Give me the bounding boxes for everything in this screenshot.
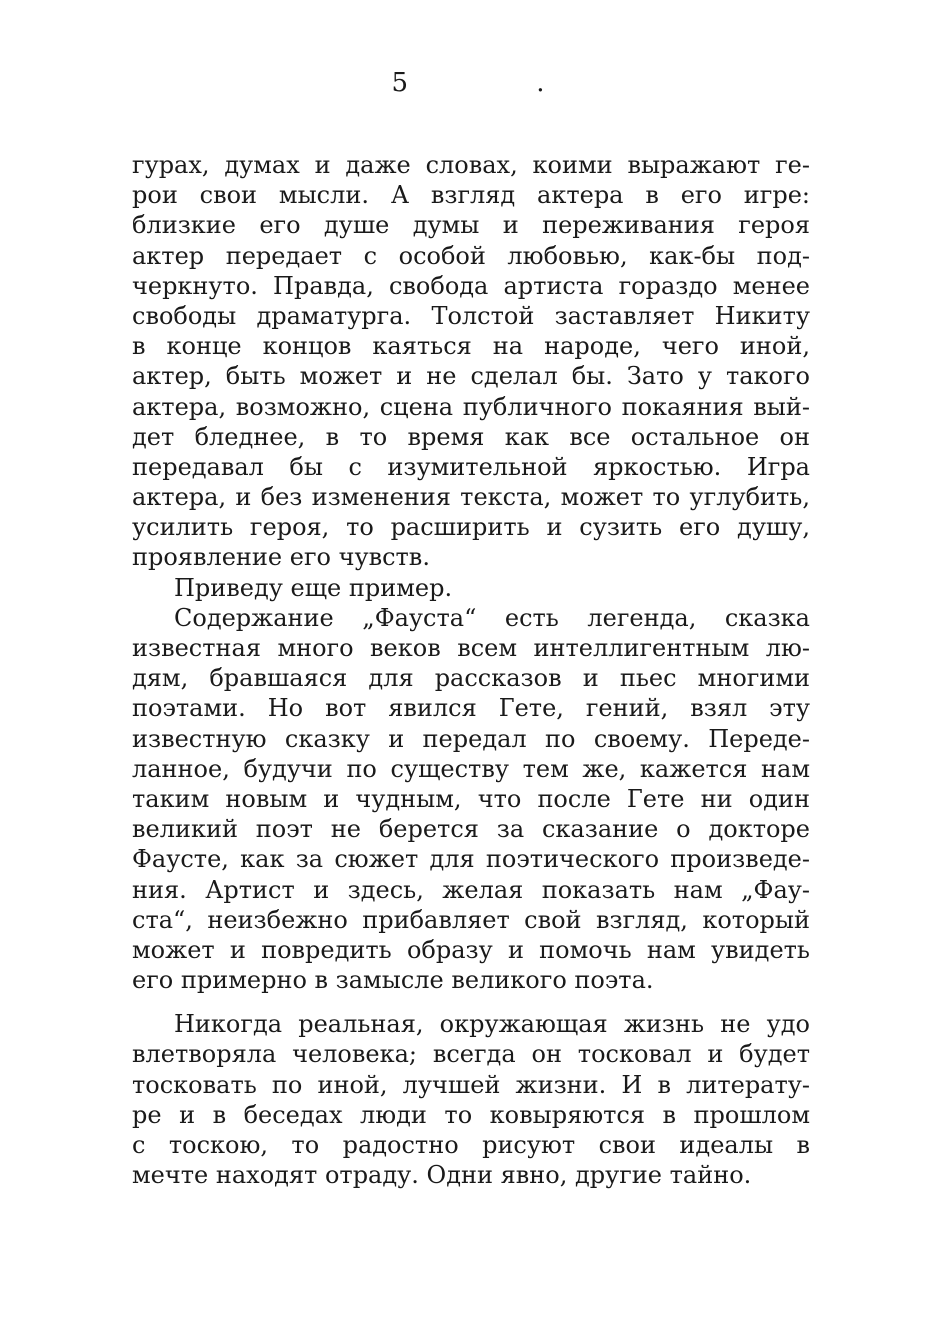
- text-line: в конце концов каяться на народе, чего иной,: [132, 332, 810, 361]
- text-line: Содержание „Фауста“ есть легенда, сказка: [174, 603, 810, 632]
- text-line: передавал бы с изумительной яркостью. Игра: [132, 452, 810, 481]
- text-line: рои свои мысли. А взгляд актера в его игре:: [132, 181, 810, 210]
- paragraph: [132, 150, 810, 573]
- text-line: актер, быть может и не сделал бы. Зато у такого: [132, 362, 810, 391]
- text-line: близкие его душе думы и переживания героя: [132, 211, 810, 240]
- text-line: поэтами. Но вот явился Гете, гений, взял эту: [132, 694, 810, 723]
- text-line: известную сказку и передал по своему. Переде-: [132, 724, 810, 753]
- text-line: дям, бравшаяся для рассказов и пьес многими: [132, 664, 810, 693]
- text-line: свободы драматурга. Толстой заставляет Никиту: [132, 301, 810, 330]
- text-line: великий поэт не берется за сказание о докторе: [132, 815, 810, 844]
- text-line: Фаусте, как за сюжет для поэтического произведе-: [132, 845, 810, 874]
- text-line: известная много веков всем интеллигентным лю-: [132, 634, 810, 662]
- text-line: тосковать по иной, лучшей жизни. И в литерату-: [132, 1070, 810, 1099]
- text-line: влетворяла человека; всегда он тосковал и будет: [132, 1040, 810, 1069]
- paragraph-gap: [132, 995, 810, 1009]
- text-line: ре и в беседах люди то ковыряются в прошлом: [132, 1100, 810, 1129]
- paragraph: [132, 603, 810, 995]
- text-line: актер передает с особой любовью, как-бы под-: [132, 241, 810, 270]
- text-line: Приведу еще пример.: [174, 573, 453, 602]
- text-line: может и повредить образу и помочь нам увидеть: [132, 935, 810, 964]
- text-line: ста“, неизбежно прибавляет свой взгляд, который: [132, 905, 810, 934]
- text-line: усилить героя, то расширить и сузить его душу,: [132, 513, 810, 542]
- text-line: гурах, думах и даже словах, коими выражают ге-: [132, 151, 810, 179]
- text-line: таким новым и чудным, что после Гете ни один: [132, 784, 810, 813]
- body-text: [132, 150, 810, 1190]
- text-line: актера, возможно, сцена публичного покаяния вый-: [132, 392, 810, 421]
- text-line: актера, и без изменения текста, может то углубить,: [132, 483, 810, 512]
- text-line: Никогда реальная, окружающая жизнь не удо: [174, 1010, 810, 1039]
- text-line: ния. Артист и здесь, желая показать нам „Фау-: [132, 875, 810, 904]
- text-line: мечте находят отраду. Одни явно, другие тайно.: [132, 1161, 752, 1190]
- paragraph: [132, 573, 810, 603]
- text-line: проявление его чувств.: [132, 543, 430, 572]
- page-number: 5 .: [391, 68, 605, 98]
- text-line: дет бледнее, в то время как все остальное он: [132, 422, 810, 451]
- text-line: с тоскою, то радостно рисуют свои идеалы в: [132, 1131, 810, 1159]
- text-line: черкнуто. Правда, свобода артиста гораздо менее: [132, 271, 810, 300]
- text-line: его примерно в замысле великого поэта.: [132, 966, 654, 995]
- text-line: ланное, будучи по существу тем же, кажется нам: [132, 754, 810, 783]
- paragraph: [132, 1009, 810, 1190]
